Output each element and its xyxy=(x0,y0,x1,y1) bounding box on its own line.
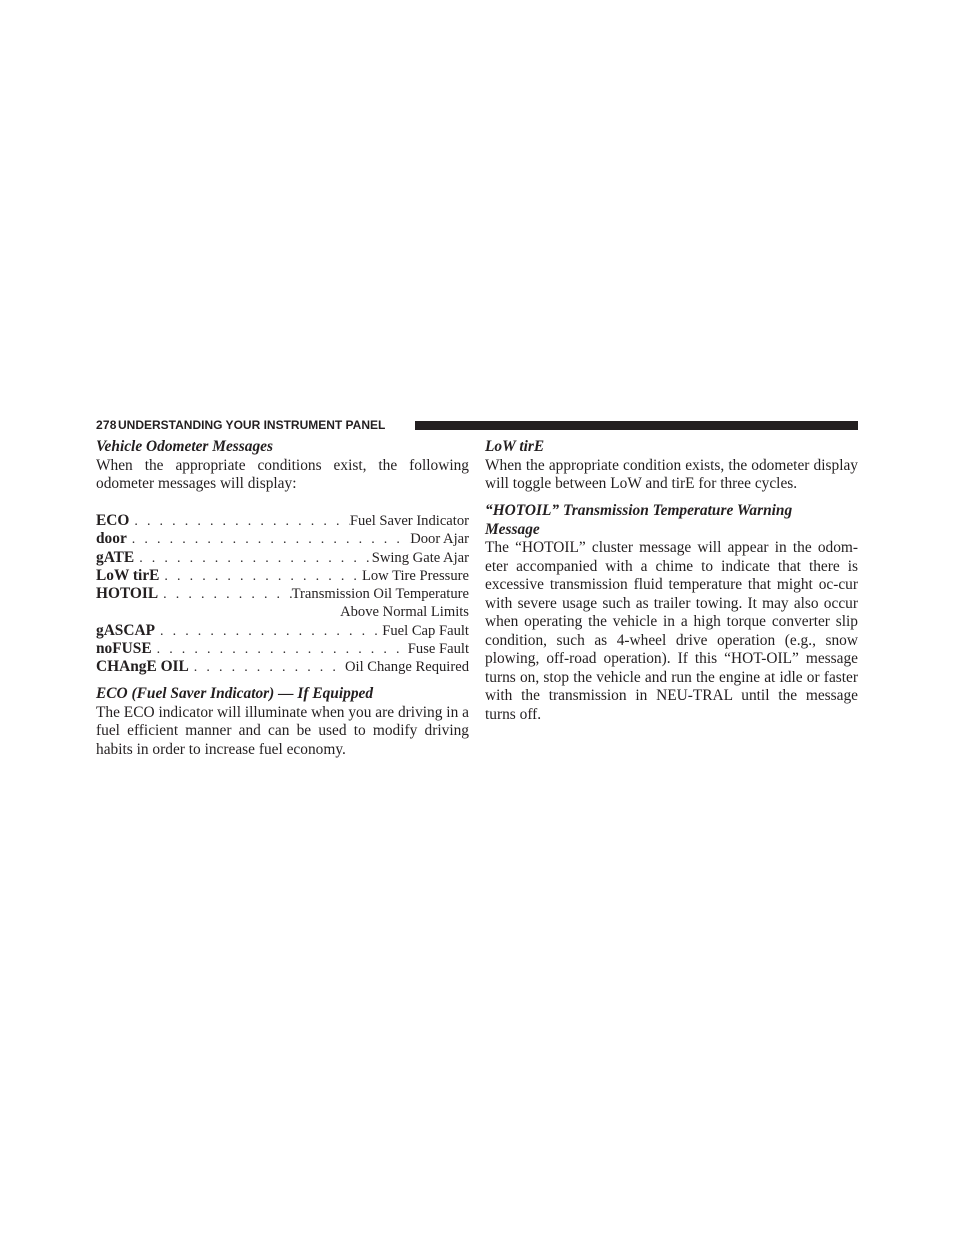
hotoil-heading: “HOTOIL” Transmission Temperature Warning Message xyxy=(485,502,793,538)
list-item xyxy=(96,640,469,658)
message-description: Fuel Cap Fault xyxy=(382,622,469,639)
message-description-continuation: Above Normal Limits xyxy=(340,604,469,621)
message-description: Oil Change Required xyxy=(344,659,469,676)
message-code: door xyxy=(96,530,127,548)
eco-paragraph: The ECO indicator will illuminate when you are driving in a fuel efficient manner and can be used to modify driving habits in order to increase fuel economy. xyxy=(96,703,469,758)
hotoil-paragraph: The “HOTOIL” cluster message will appear in the odom-eter accompanied with a chime to indicate that there is excessive transmission fluid temperature that might oc-cur with severe usage such as trailer towing. It may also occur when operating the vehicle in a high torque converter slip condition, such as 4-wheel drive operation (e.g., snow plowing, off-road operation). If this “HOT-OIL” message turns on, stop the vehicle and run the engine at idle or faster with the transmission in NEU-TRAL until the message turns off. xyxy=(485,539,858,723)
message-code: gASCAP xyxy=(96,621,155,639)
lowtire-heading: LoW tirE xyxy=(485,438,545,455)
list-item xyxy=(96,585,469,603)
header-rule xyxy=(415,421,858,430)
lowtire-paragraph: When the appropriate condition exists, the odometer display will toggle between LoW and tirE for three cycles. xyxy=(485,456,858,492)
message-description: Door Ajar xyxy=(410,531,469,548)
message-code: noFUSE xyxy=(96,640,152,658)
message-code: gATE xyxy=(96,548,135,566)
message-code: HOTOIL xyxy=(96,585,159,603)
list-item xyxy=(96,549,469,567)
eco-heading: ECO (Fuel Saver Indicator) — If Equipped xyxy=(96,685,374,703)
left-column xyxy=(96,438,469,759)
section-title: UNDERSTANDING YOUR INSTRUMENT PANEL xyxy=(118,418,386,432)
list-item xyxy=(96,658,469,676)
list-item xyxy=(96,567,469,585)
list-item xyxy=(96,530,469,548)
list-item xyxy=(96,622,469,640)
message-code: LoW tirE xyxy=(96,566,160,584)
odometer-intro-paragraph: When the appropriate conditions exist, the following odometer messages will display: xyxy=(96,456,469,492)
message-description: Fuel Saver Indicator xyxy=(349,513,469,529)
list-item-continuation xyxy=(96,603,469,621)
message-description: Transmission Oil Temperature xyxy=(291,586,469,603)
list-item xyxy=(96,512,469,530)
message-code: ECO xyxy=(96,512,130,529)
odometer-message-list xyxy=(96,512,469,677)
page-header xyxy=(96,417,858,433)
right-column xyxy=(485,438,858,724)
message-code: CHAngE OIL xyxy=(96,658,189,676)
message-description: Fuse Fault xyxy=(407,641,469,658)
message-description: Low Tire Pressure xyxy=(361,567,469,584)
page-number: 278 xyxy=(96,418,117,432)
message-description: Swing Gate Ajar xyxy=(371,549,469,566)
odometer-messages-heading: Vehicle Odometer Messages xyxy=(96,438,273,455)
